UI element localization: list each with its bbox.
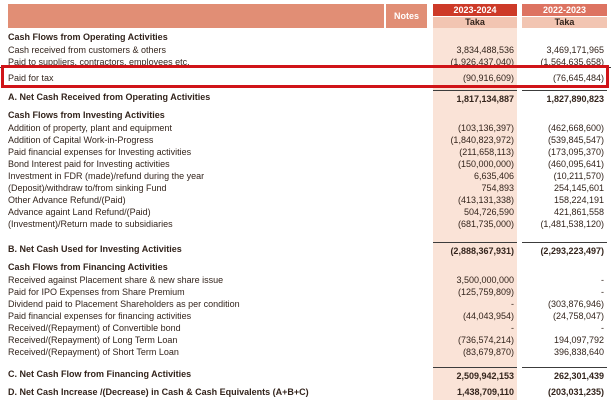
row-label: Received/(Repayment) of Short Term Loan bbox=[8, 347, 179, 357]
notes-cell bbox=[384, 170, 433, 182]
row-label: Paid financial expenses for Investing activities bbox=[8, 147, 192, 157]
table-body bbox=[0, 31, 611, 400]
value-2023-2024: (83,679,870) bbox=[462, 347, 514, 357]
value-2022-2023: (24,758,047) bbox=[552, 311, 604, 321]
value-2022-2023: (1,564,635,658) bbox=[540, 57, 604, 67]
notes-cell bbox=[384, 194, 433, 206]
table-row bbox=[0, 182, 611, 194]
notes-cell bbox=[384, 109, 433, 122]
value-2022-2023: - bbox=[601, 323, 604, 333]
notes-cell bbox=[384, 44, 433, 56]
value-2022-2023: - bbox=[601, 287, 604, 297]
notes-cell bbox=[384, 122, 433, 134]
value-2023-2024: 2,509,942,153 bbox=[433, 367, 517, 383]
value-2022-2023: 158,224,191 bbox=[553, 195, 604, 205]
value-2022-2023: (2,293,223,497) bbox=[522, 242, 607, 258]
value-2023-2024: 3,834,488,536 bbox=[456, 45, 514, 55]
value-2023-2024 bbox=[433, 261, 517, 274]
notes-cell bbox=[384, 367, 433, 383]
table-row bbox=[0, 122, 611, 134]
value-2023-2024: (413,131,338) bbox=[457, 195, 514, 205]
row-label: Cash Flows from Financing Activities bbox=[8, 262, 168, 272]
row-label: Addition of Capital Work-in-Progress bbox=[8, 135, 154, 145]
notes-cell bbox=[384, 70, 433, 86]
value-2023-2024: (44,043,954) bbox=[462, 311, 514, 321]
row-label: Paid financial expenses for financing activities bbox=[8, 311, 192, 321]
table-row bbox=[0, 322, 611, 334]
value-2023-2024: (736,574,214) bbox=[457, 335, 514, 345]
column-header-2023-2024 bbox=[433, 4, 517, 28]
value-2022-2023: 421,861,558 bbox=[553, 207, 604, 217]
unit-label: Taka bbox=[522, 17, 607, 28]
value-2023-2024: 754,893 bbox=[481, 183, 514, 193]
value-2023-2024 bbox=[433, 31, 517, 44]
table-row bbox=[0, 56, 611, 68]
value-2022-2023: - bbox=[601, 275, 604, 285]
notes-cell bbox=[384, 158, 433, 170]
notes-cell bbox=[384, 206, 433, 218]
value-2022-2023: (460,095,641) bbox=[547, 159, 604, 169]
row-label: (Deposit)/withdraw to/from sinking Fund bbox=[8, 183, 167, 193]
row-label: Other Advance Refund/(Paid) bbox=[8, 195, 126, 205]
row-label: Investment in FDR (made)/refund during the year bbox=[8, 171, 205, 181]
table-row bbox=[0, 310, 611, 322]
table-row-paid-for-tax bbox=[0, 70, 611, 86]
table-header bbox=[8, 4, 607, 28]
year-label: 2023-2024 bbox=[433, 4, 517, 17]
value-2023-2024: - bbox=[511, 299, 514, 309]
value-2022-2023: (303,876,946) bbox=[547, 299, 604, 309]
row-label: Dividend paid to Placement Shareholders as per condition bbox=[8, 299, 240, 309]
table-row bbox=[0, 274, 611, 286]
value-2023-2024: (150,000,000) bbox=[457, 159, 514, 169]
table-row bbox=[0, 367, 611, 383]
table-row bbox=[0, 206, 611, 218]
notes-cell bbox=[384, 274, 433, 286]
table-row bbox=[0, 385, 611, 400]
value-2022-2023 bbox=[522, 109, 607, 122]
value-2022-2023 bbox=[522, 261, 607, 274]
row-label: Paid to suppliers, contractors, employees etc. bbox=[8, 57, 190, 67]
row-label: Received against Placement share & new share issue bbox=[8, 275, 224, 285]
table-row bbox=[0, 218, 611, 230]
notes-cell bbox=[384, 146, 433, 158]
table-row bbox=[0, 346, 611, 358]
notes-cell bbox=[384, 261, 433, 274]
table-row bbox=[0, 31, 611, 44]
table-row bbox=[0, 242, 611, 258]
row-label: Cash Flows from Operating Activities bbox=[8, 32, 168, 42]
notes-cell bbox=[384, 56, 433, 67]
value-2022-2023 bbox=[522, 31, 607, 44]
row-label: Received/(Repayment) of Long Term Loan bbox=[8, 335, 178, 345]
header-label-band bbox=[8, 4, 384, 28]
notes-cell bbox=[384, 322, 433, 334]
row-label: Addition of property, plant and equipment bbox=[8, 123, 172, 133]
notes-cell bbox=[384, 90, 433, 106]
notes-cell bbox=[384, 31, 433, 44]
table-row bbox=[0, 261, 611, 274]
row-label: B. Net Cash Used for Investing Activities bbox=[8, 244, 182, 254]
value-2023-2024: (1,840,823,972) bbox=[450, 135, 514, 145]
value-2022-2023: (462,668,600) bbox=[547, 123, 604, 133]
notes-cell bbox=[384, 346, 433, 358]
row-label: A. Net Cash Received from Operating Activities bbox=[8, 92, 211, 102]
value-2023-2024: (211,658,113) bbox=[459, 147, 514, 157]
row-label: Advance againt Land Refund/(Paid) bbox=[8, 207, 151, 217]
notes-cell bbox=[384, 134, 433, 146]
row-label: Received/(Repayment) of Convertible bond bbox=[8, 323, 181, 333]
value-2023-2024: (90,916,609) bbox=[462, 73, 514, 83]
notes-cell bbox=[384, 286, 433, 298]
table-row bbox=[0, 146, 611, 158]
value-2023-2024: (1,926,437,040) bbox=[450, 57, 514, 67]
value-2022-2023: 1,827,890,823 bbox=[522, 90, 607, 106]
table-row bbox=[0, 109, 611, 122]
table-row bbox=[0, 158, 611, 170]
column-header-2022-2023 bbox=[522, 4, 607, 28]
table-row bbox=[0, 90, 611, 106]
value-2022-2023: (1,481,538,120) bbox=[540, 219, 604, 229]
value-2022-2023: 254,145,601 bbox=[553, 183, 604, 193]
value-2022-2023: 3,469,171,965 bbox=[546, 45, 604, 55]
value-2023-2024: - bbox=[511, 323, 514, 333]
row-label: Cash Flows from Investing Activities bbox=[8, 110, 165, 120]
value-2022-2023: 396,838,640 bbox=[553, 347, 604, 357]
value-2023-2024: 504,726,590 bbox=[463, 207, 514, 217]
row-label: Bond Interest paid for Investing activities bbox=[8, 159, 170, 169]
table-row bbox=[0, 134, 611, 146]
notes-cell bbox=[384, 242, 433, 258]
notes-cell bbox=[384, 334, 433, 346]
value-2022-2023: (203,031,235) bbox=[547, 387, 604, 397]
notes-column-header: Notes bbox=[386, 4, 427, 28]
row-label: Cash received from customers & others bbox=[8, 45, 167, 55]
year-label: 2022-2023 bbox=[522, 4, 607, 17]
notes-cell bbox=[384, 182, 433, 194]
row-label: Paid for tax bbox=[8, 73, 54, 83]
row-label: (Investment)/Return made to subsidiaries bbox=[8, 219, 173, 229]
notes-cell bbox=[384, 298, 433, 310]
value-2023-2024: (125,759,809) bbox=[457, 287, 514, 297]
value-2022-2023: 262,301,439 bbox=[522, 367, 607, 383]
value-2023-2024: (681,735,000) bbox=[457, 219, 514, 229]
value-2022-2023: (10,211,570) bbox=[553, 171, 604, 181]
notes-cell bbox=[384, 310, 433, 322]
row-label: D. Net Cash Increase /(Decrease) in Cash & Cash Equivalents (A+B+C) bbox=[8, 387, 309, 397]
value-2022-2023: (539,845,547) bbox=[547, 135, 604, 145]
table-row bbox=[0, 194, 611, 206]
value-2023-2024: 3,500,000,000 bbox=[456, 275, 514, 285]
table-row bbox=[0, 170, 611, 182]
table-row bbox=[0, 44, 611, 56]
table-row bbox=[0, 334, 611, 346]
table-row bbox=[0, 298, 611, 310]
table-row bbox=[0, 286, 611, 298]
row-label: Paid for IPO Expenses from Share Premium bbox=[8, 287, 185, 297]
value-2023-2024: 1,438,709,110 bbox=[456, 387, 514, 397]
value-2022-2023: 194,097,792 bbox=[553, 335, 604, 345]
value-2023-2024: (2,888,367,931) bbox=[433, 242, 517, 258]
value-2022-2023: (76,645,484) bbox=[552, 73, 604, 83]
row-label: C. Net Cash Flow from Financing Activities bbox=[8, 369, 192, 379]
value-2023-2024: 1,817,134,887 bbox=[433, 90, 517, 106]
unit-label: Taka bbox=[433, 17, 517, 28]
value-2022-2023: (173,095,370) bbox=[547, 147, 604, 157]
value-2023-2024: (103,136,397) bbox=[457, 123, 514, 133]
value-2023-2024 bbox=[433, 109, 517, 122]
notes-cell bbox=[384, 385, 433, 400]
notes-cell bbox=[384, 218, 433, 230]
value-2023-2024: 6,635,406 bbox=[473, 171, 514, 181]
